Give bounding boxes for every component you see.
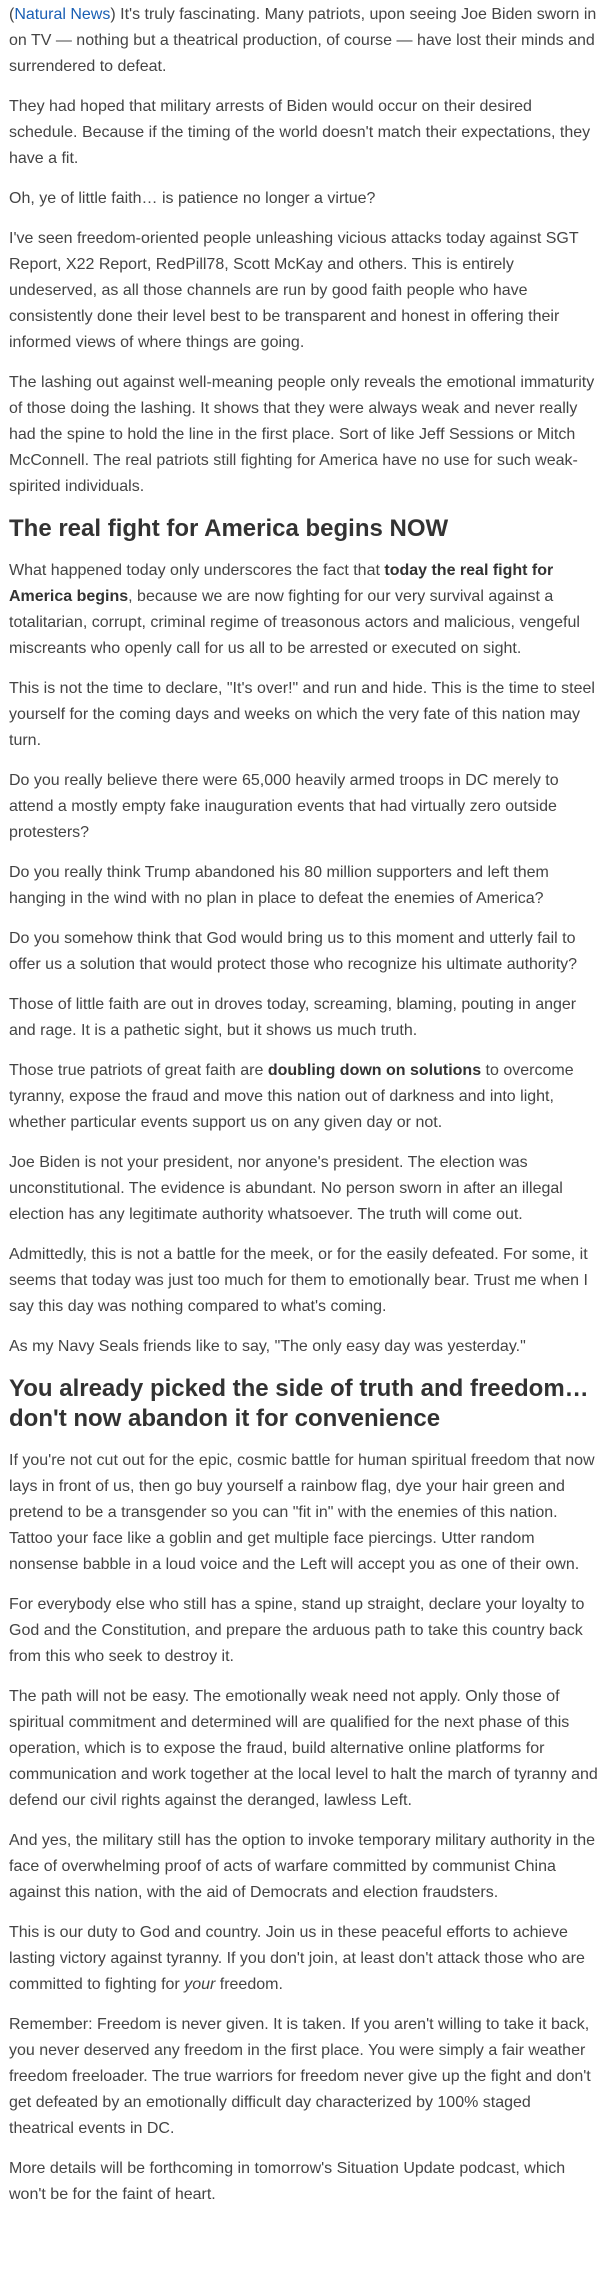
paragraph: Remember: Freedom is never given. It is taken. If you aren't willing to take it back, you never deserved any freedom in the first place. You were simply a fair weather freedom freeloader. The true warriors for freedom never give up the fight and don't get defeated by an emotionally difficult day characterized by 100% staged theatrical events in DC. [9,2016,591,2137]
paragraph: Those true patriots of great faith are doubling down on solutions to overcome tyranny, expose the fraud and move this nation out of darkness and into light, whether particular events support us on any given day or not. [9,1062,574,1131]
paragraph: I've seen freedom-oriented people unleashing vicious attacks today against SGT Report, X22 Report, RedPill78, Scott McKay and others. This is entirely undeserved, as all those channels are run by good faith people who have consistently done their level best to be transparent and honest in offering their informed views of where things are going. [9,230,579,351]
paragraph: Those of little faith are out in droves today, screaming, blaming, pouting in anger and rage. It is a pathetic sight, but it shows us much truth. [9,996,577,1039]
paragraph: More details will be forthcoming in tomorrow's Situation Update podcast, which won't be for the faint of heart. [9,2160,566,2203]
paragraph: The path will not be easy. The emotionally weak need not apply. Only those of spiritual commitment and determined will are qualified for the next phase of this operation, which is to expose the fraud, build alternative online platforms for communication and work together at the local level to halt the march of tyranny and defend our civil rights against the deranged, lawless Left. [9,1688,598,1809]
paragraph: The lashing out against well-meaning people only reveals the emotional immaturity of those doing the lashing. It shows that they were always weak and never really had the spine to hold the line in the first place. Sort of like Jeff Sessions or Mitch McConnell. The real patriots still fighting for America have no use for such weak-spirited individuals. [9,374,595,495]
paragraph: Joe Biden is not your president, nor anyone's president. The election was unconstitutional. The evidence is abundant. No person sworn in after an illegal election has any legitimate authority whatsoever. The truth will come out. [9,1154,563,1223]
natural-news-link[interactable]: Natural News [14,6,111,23]
paragraph: This is not the time to declare, "It's over!" and run and hide. This is the time to steel yourself for the coming days and weeks on which the very fate of this nation may turn. [9,680,595,749]
paragraph: Do you really believe there were 65,000 heavily armed troops in DC merely to attend a mostly empty fake inauguration events that had virtually zero outside protesters? [9,772,559,841]
section-heading: You already picked the side of truth and freedom… don't now abandon it for convenience [9,1375,589,1432]
section-heading: The real fight for America begins NOW [9,515,449,542]
paragraph: Oh, ye of little faith… is patience no longer a virtue? [9,190,376,207]
paragraph: For everybody else who still has a spine, stand up straight, declare your loyalty to God and the Constitution, and prepare the arduous path to take this country back from this who seek to destroy it. [9,1596,585,1665]
paragraph: They had hoped that military arrests of Biden would occur on their desired schedule. Because if the timing of the world doesn't match their expectations, they have a fit. [9,98,591,167]
paragraph: And yes, the military still has the option to invoke temporary military authority in the face of overwhelming proof of acts of warfare committed by communist China against this nation, with the aid of Democrats and election fraudsters. [9,1832,596,1901]
paragraph: Do you somehow think that God would bring us to this moment and utterly fail to offer us a solution that would protect those who recognize his ultimate authority? [9,930,578,973]
paragraph: If you're not cut out for the epic, cosmic battle for human spiritual freedom that now lays in front of us, then go buy yourself a rainbow flag, dye your hair green and pretend to be a transgender so you can "fit in" with the enemies of this nation. Tattoo your face like a goblin and get multiple face piercings. Utter random nonsense babble in a loud voice and the Left will accept you as one of their own. [9,1452,595,1573]
paragraph: What happened today only underscores the fact that today the real fight for America begins, because we are now fighting for our very survival against a totalitarian, corrupt, criminal regime of treasonous actors and malicious, vengeful miscreants who openly call for us all to be arrested or executed on sight. [9,562,580,657]
paragraph-intro: (Natural News) It's truly fascinating. Many patriots, upon seeing Joe Biden sworn in on TV — nothing but a theatrical production, of course — have lost their minds and surrendered to defeat. [9,6,597,75]
paragraph: This is our duty to God and country. Join us in these peaceful efforts to achieve lasting victory against tyranny. If you don't join, at least don't attack those who are committed to fighting for your freedom. [9,1924,585,1993]
paragraph: Admittedly, this is not a battle for the meek, or for the easily defeated. For some, it seems that today was just too much for them to emotionally bear. Trust me when I say this day was nothing compared to what's coming. [9,1246,588,1315]
paragraph: As my Navy Seals friends like to say, "The only easy day was yesterday." [9,1338,526,1355]
paragraph: Do you really think Trump abandoned his 80 million supporters and left them hanging in the wind with no plan in place to defeat the enemies of America? [9,864,549,907]
article-body [0,2,607,2208]
